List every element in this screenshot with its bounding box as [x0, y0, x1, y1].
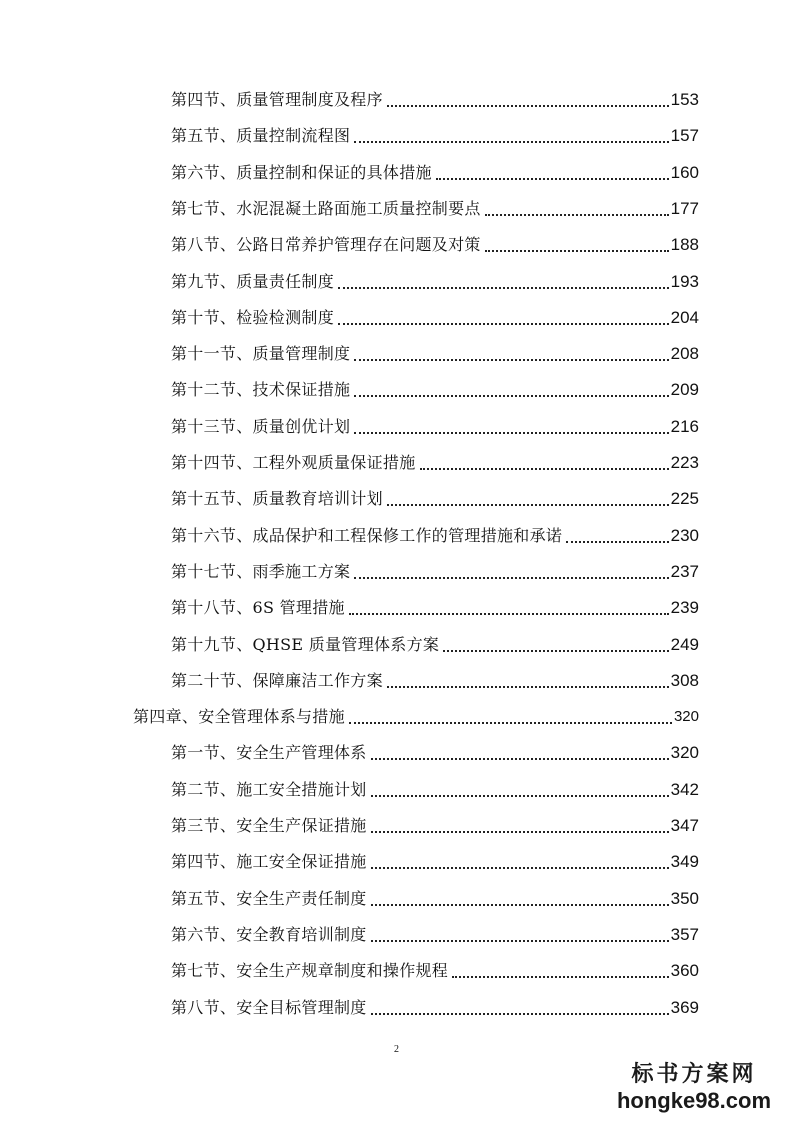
- toc-dot-leader: [354, 430, 668, 434]
- toc-dot-leader: [371, 865, 669, 869]
- toc-entry-title: 第十二节、技术保证措施: [171, 380, 351, 400]
- toc-section-entry[interactable]: [171, 741, 699, 765]
- toc-section-entry[interactable]: [171, 342, 699, 366]
- toc-entry-page: 223: [670, 453, 699, 472]
- toc-entry-title: 第十一节、质量管理制度: [171, 344, 351, 364]
- toc-entry-title: 第八节、安全目标管理制度: [171, 997, 367, 1017]
- toc-section-entry[interactable]: [171, 487, 699, 511]
- toc-entry-title: 第十五节、质量教育培训计划: [171, 489, 383, 509]
- toc-dot-leader: [387, 684, 669, 688]
- toc-entry-title: 第一节、安全生产管理体系: [171, 743, 367, 763]
- toc-entry-page: 193: [670, 271, 699, 291]
- toc-section-entry[interactable]: [171, 959, 699, 983]
- toc-section-entry[interactable]: [171, 778, 699, 802]
- toc-section-entry[interactable]: [171, 923, 699, 947]
- toc-entry-page: 208: [670, 344, 699, 364]
- toc-entry-title: 第二十节、保障廉洁工作方案: [171, 670, 383, 690]
- toc-entry-page: 160: [670, 162, 699, 182]
- toc-entry-page: 153: [670, 90, 699, 109]
- toc-entry-title: 第十六节、成品保护和工程保修工作的管理措施和承诺: [171, 525, 563, 545]
- toc-dot-leader: [566, 539, 668, 543]
- toc-entry-title: 第六节、安全教育培训制度: [171, 924, 367, 944]
- toc-entry-page: 157: [670, 126, 699, 146]
- toc-entry-page: 320: [673, 708, 699, 726]
- toc-section-entry[interactable]: [171, 270, 699, 294]
- toc-dot-leader: [371, 938, 669, 942]
- toc-dot-leader: [354, 575, 668, 579]
- toc-entry-page: 360: [670, 961, 699, 981]
- toc-entry-page: 369: [670, 997, 699, 1017]
- toc-entry-title: 第三节、安全生产保证措施: [171, 816, 367, 835]
- toc-chapter-entry[interactable]: [133, 705, 699, 729]
- watermark-name: 标书方案网: [631, 1061, 757, 1087]
- toc-entry-page: 347: [670, 816, 699, 835]
- toc-entry-title: 第七节、安全生产规章制度和操作规程: [171, 961, 449, 981]
- toc-dot-leader: [349, 611, 669, 615]
- toc-dot-leader: [436, 176, 669, 180]
- toc-entry-title: 第五节、质量控制流程图: [171, 126, 351, 146]
- watermark-url: hongke98.com: [616, 1088, 772, 1113]
- toc-entry-page: 216: [670, 416, 699, 436]
- toc-dot-leader: [371, 793, 669, 797]
- toc-section-entry[interactable]: [171, 197, 699, 221]
- page-number: 2: [394, 1044, 399, 1055]
- toc-entry-title: 第八节、公路日常养护管理存在问题及对策: [171, 235, 481, 255]
- toc-section-entry[interactable]: [171, 88, 699, 112]
- toc-entry-page: 249: [670, 634, 699, 654]
- toc-entry-page: 204: [670, 307, 699, 327]
- toc-entry-title: 第七节、水泥混凝土路面施工质量控制要点: [171, 198, 481, 218]
- toc-entry-page: 237: [670, 561, 699, 581]
- toc-section-entry[interactable]: [171, 233, 699, 257]
- toc-entry-page: 349: [670, 852, 699, 872]
- toc-entry-page: 357: [670, 924, 699, 944]
- toc-section-entry[interactable]: [171, 814, 699, 838]
- toc-entry-title: 第五节、安全生产责任制度: [171, 888, 367, 908]
- toc-entry-title: 第六节、质量控制和保证的具体措施: [171, 162, 432, 182]
- toc-section-entry[interactable]: [171, 596, 699, 620]
- toc-entry-page: 230: [670, 525, 699, 545]
- toc-dot-leader: [354, 393, 668, 397]
- toc-section-entry[interactable]: [171, 415, 699, 439]
- toc-entry-page: 350: [670, 888, 699, 908]
- toc-dot-leader: [420, 466, 669, 470]
- toc-entry-title: 第十九节、QHSE 质量管理体系方案: [171, 634, 440, 654]
- toc-entry-page: 188: [670, 235, 699, 255]
- toc-entry-title: 第四章、安全管理体系与措施: [133, 707, 345, 727]
- toc-section-entry[interactable]: [171, 161, 699, 185]
- toc-entry-title: 第四节、施工安全保证措施: [171, 852, 367, 872]
- toc-dot-leader: [338, 321, 669, 325]
- toc-dot-leader: [349, 720, 672, 724]
- toc-entry-page: 342: [670, 779, 699, 799]
- toc-entry-page: 239: [670, 598, 699, 618]
- toc-section-entry[interactable]: [171, 306, 699, 330]
- toc-dot-leader: [485, 212, 669, 216]
- toc-dot-leader: [371, 1011, 669, 1015]
- toc-dot-leader: [354, 357, 668, 361]
- toc-entry-title: 第二节、施工安全措施计划: [171, 779, 367, 799]
- toc-section-entry[interactable]: [171, 669, 699, 693]
- toc-entry-page: 308: [670, 670, 699, 690]
- toc-dot-leader: [387, 502, 669, 506]
- toc-dot-leader: [371, 902, 669, 906]
- toc-dot-leader: [443, 648, 668, 652]
- toc-section-entry[interactable]: [171, 378, 699, 402]
- toc-entry-page: 225: [670, 489, 699, 509]
- toc-dot-leader: [485, 248, 669, 252]
- toc-dot-leader: [338, 285, 669, 289]
- toc-dot-leader: [371, 756, 669, 760]
- toc-dot-leader: [387, 103, 669, 107]
- toc-entry-page: 320: [670, 743, 699, 763]
- toc-dot-leader: [354, 139, 668, 143]
- toc-entry-page: 177: [670, 198, 699, 218]
- toc-dot-leader: [371, 829, 669, 833]
- toc-section-entry[interactable]: [171, 451, 699, 475]
- site-watermark: [609, 1060, 779, 1114]
- toc-entry-title: 第十节、检验检测制度: [171, 307, 335, 327]
- toc-section-entry[interactable]: [171, 633, 699, 657]
- toc-section-entry[interactable]: [171, 850, 699, 874]
- toc-section-entry[interactable]: [171, 124, 699, 148]
- toc-entry-title: 第四节、质量管理制度及程序: [171, 90, 383, 109]
- toc-section-entry[interactable]: [171, 560, 699, 584]
- toc-entry-page: 209: [670, 380, 699, 400]
- toc-section-entry[interactable]: [171, 996, 699, 1020]
- toc-entry-title: 第九节、质量责任制度: [171, 271, 335, 291]
- toc-entry-title: 第十四节、工程外观质量保证措施: [171, 453, 416, 472]
- toc-entry-title: 第十三节、质量创优计划: [171, 416, 351, 436]
- toc-dot-leader: [452, 974, 669, 978]
- toc-entry-title: 第十七节、雨季施工方案: [171, 561, 351, 581]
- toc-entry-title: 第十八节、6S 管理措施: [171, 598, 345, 618]
- toc-section-entry[interactable]: [171, 524, 699, 548]
- toc-section-entry[interactable]: [171, 887, 699, 911]
